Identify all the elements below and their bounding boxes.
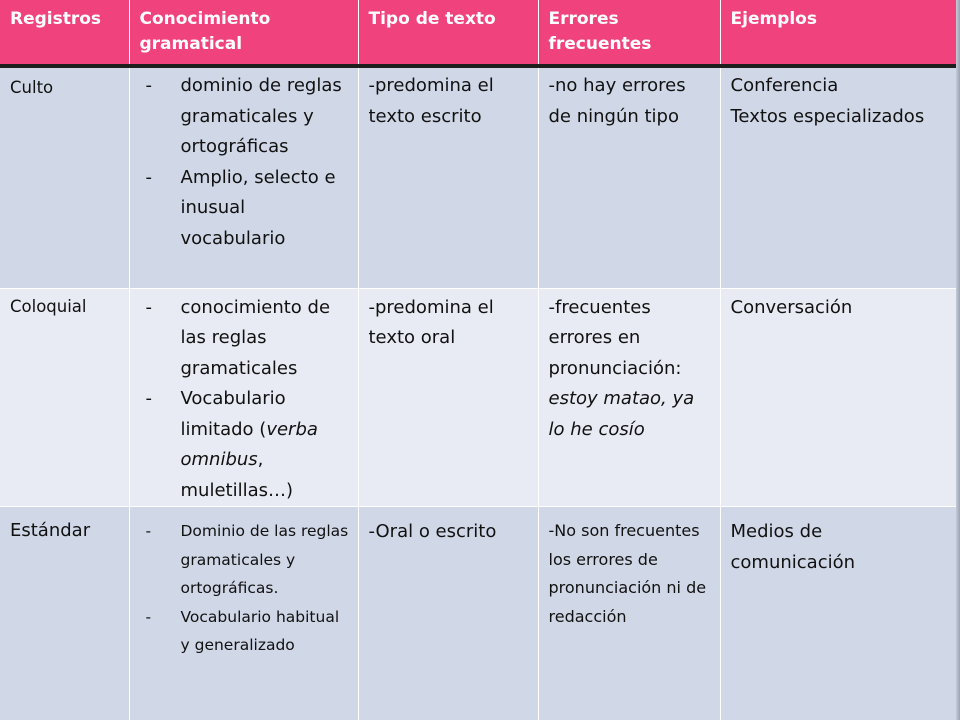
table-row-coloquial: [0, 288, 956, 507]
grammar-cell: [129, 66, 358, 288]
dash-mark: -: [145, 296, 152, 318]
list-item-text: Vocabulario habitual y generalizado: [180, 607, 340, 654]
dash-mark: -: [145, 522, 152, 540]
table-header-row: [0, 0, 956, 66]
errors-example: estoy matao, ya lo he cosío: [548, 388, 695, 440]
text-type-cell: -predomina el texto oral: [358, 288, 538, 507]
register-name: Estándar: [0, 507, 129, 720]
errors-cell: -no hay errores de ningún tipo: [538, 66, 720, 288]
dash-mark: -: [145, 166, 152, 188]
grammar-list: [140, 293, 350, 507]
table-row-estandar: [0, 507, 956, 720]
slide-edge: [956, 0, 960, 720]
table-row-culto: [0, 66, 956, 288]
list-item-text: [181, 388, 318, 501]
text-type-cell: -predomina el texto escrito: [358, 66, 538, 288]
examples-cell: [720, 66, 956, 288]
grammar-cell: [129, 288, 358, 507]
errors-cell: -No son frecuentes los errores de pronunciación ni de redacción: [538, 507, 720, 720]
header-ejemplos: Ejemplos: [720, 0, 956, 66]
list-item: [140, 163, 350, 255]
list-item-text: Dominio de las reglas gramaticales y ortográficas.: [180, 522, 349, 597]
dash-mark: -: [145, 607, 152, 626]
dash-mark: -: [145, 388, 152, 409]
header-conocimiento-gramatical: Conocimiento gramatical: [129, 0, 358, 66]
register-name: Culto: [0, 66, 129, 288]
grammar-list: [140, 517, 350, 660]
example-item: Textos especializados: [730, 105, 925, 127]
list-item: [140, 293, 350, 385]
list-item-text: conocimiento de las reglas gramaticales: [180, 296, 331, 379]
grammar-list: [140, 71, 350, 254]
header-tipo-de-texto: Tipo de texto: [358, 0, 538, 66]
header-registros: Registros: [0, 0, 129, 66]
list-item-text: dominio de reglas gramaticales y ortográficas: [180, 75, 342, 157]
grammar-cell: [129, 507, 358, 720]
register-name: Coloquial: [0, 288, 129, 507]
examples-cell: Medios de comunicación: [720, 507, 956, 720]
errors-cell: [538, 288, 720, 507]
list-item-text-a: Vocabulario limitado (: [180, 388, 286, 440]
list-item-text-b: , muletillas…): [180, 449, 294, 501]
text-type-cell: -Oral o escrito: [358, 507, 538, 720]
list-item-text: Amplio, selecto e inusual vocabulario: [180, 166, 336, 249]
header-errores-frecuentes: Errores frecuentes: [538, 0, 720, 66]
list-item: [140, 603, 350, 660]
list-item-text-italic: verba omnibus: [180, 418, 318, 470]
example-item: Conferencia: [730, 75, 839, 96]
list-item: [140, 71, 350, 163]
dash-mark: -: [145, 75, 152, 96]
list-item: [140, 517, 350, 603]
list-item: [140, 384, 350, 506]
examples-cell: Conversación: [720, 288, 956, 507]
errors-text: -frecuentes errores en pronunciación:: [548, 296, 682, 379]
